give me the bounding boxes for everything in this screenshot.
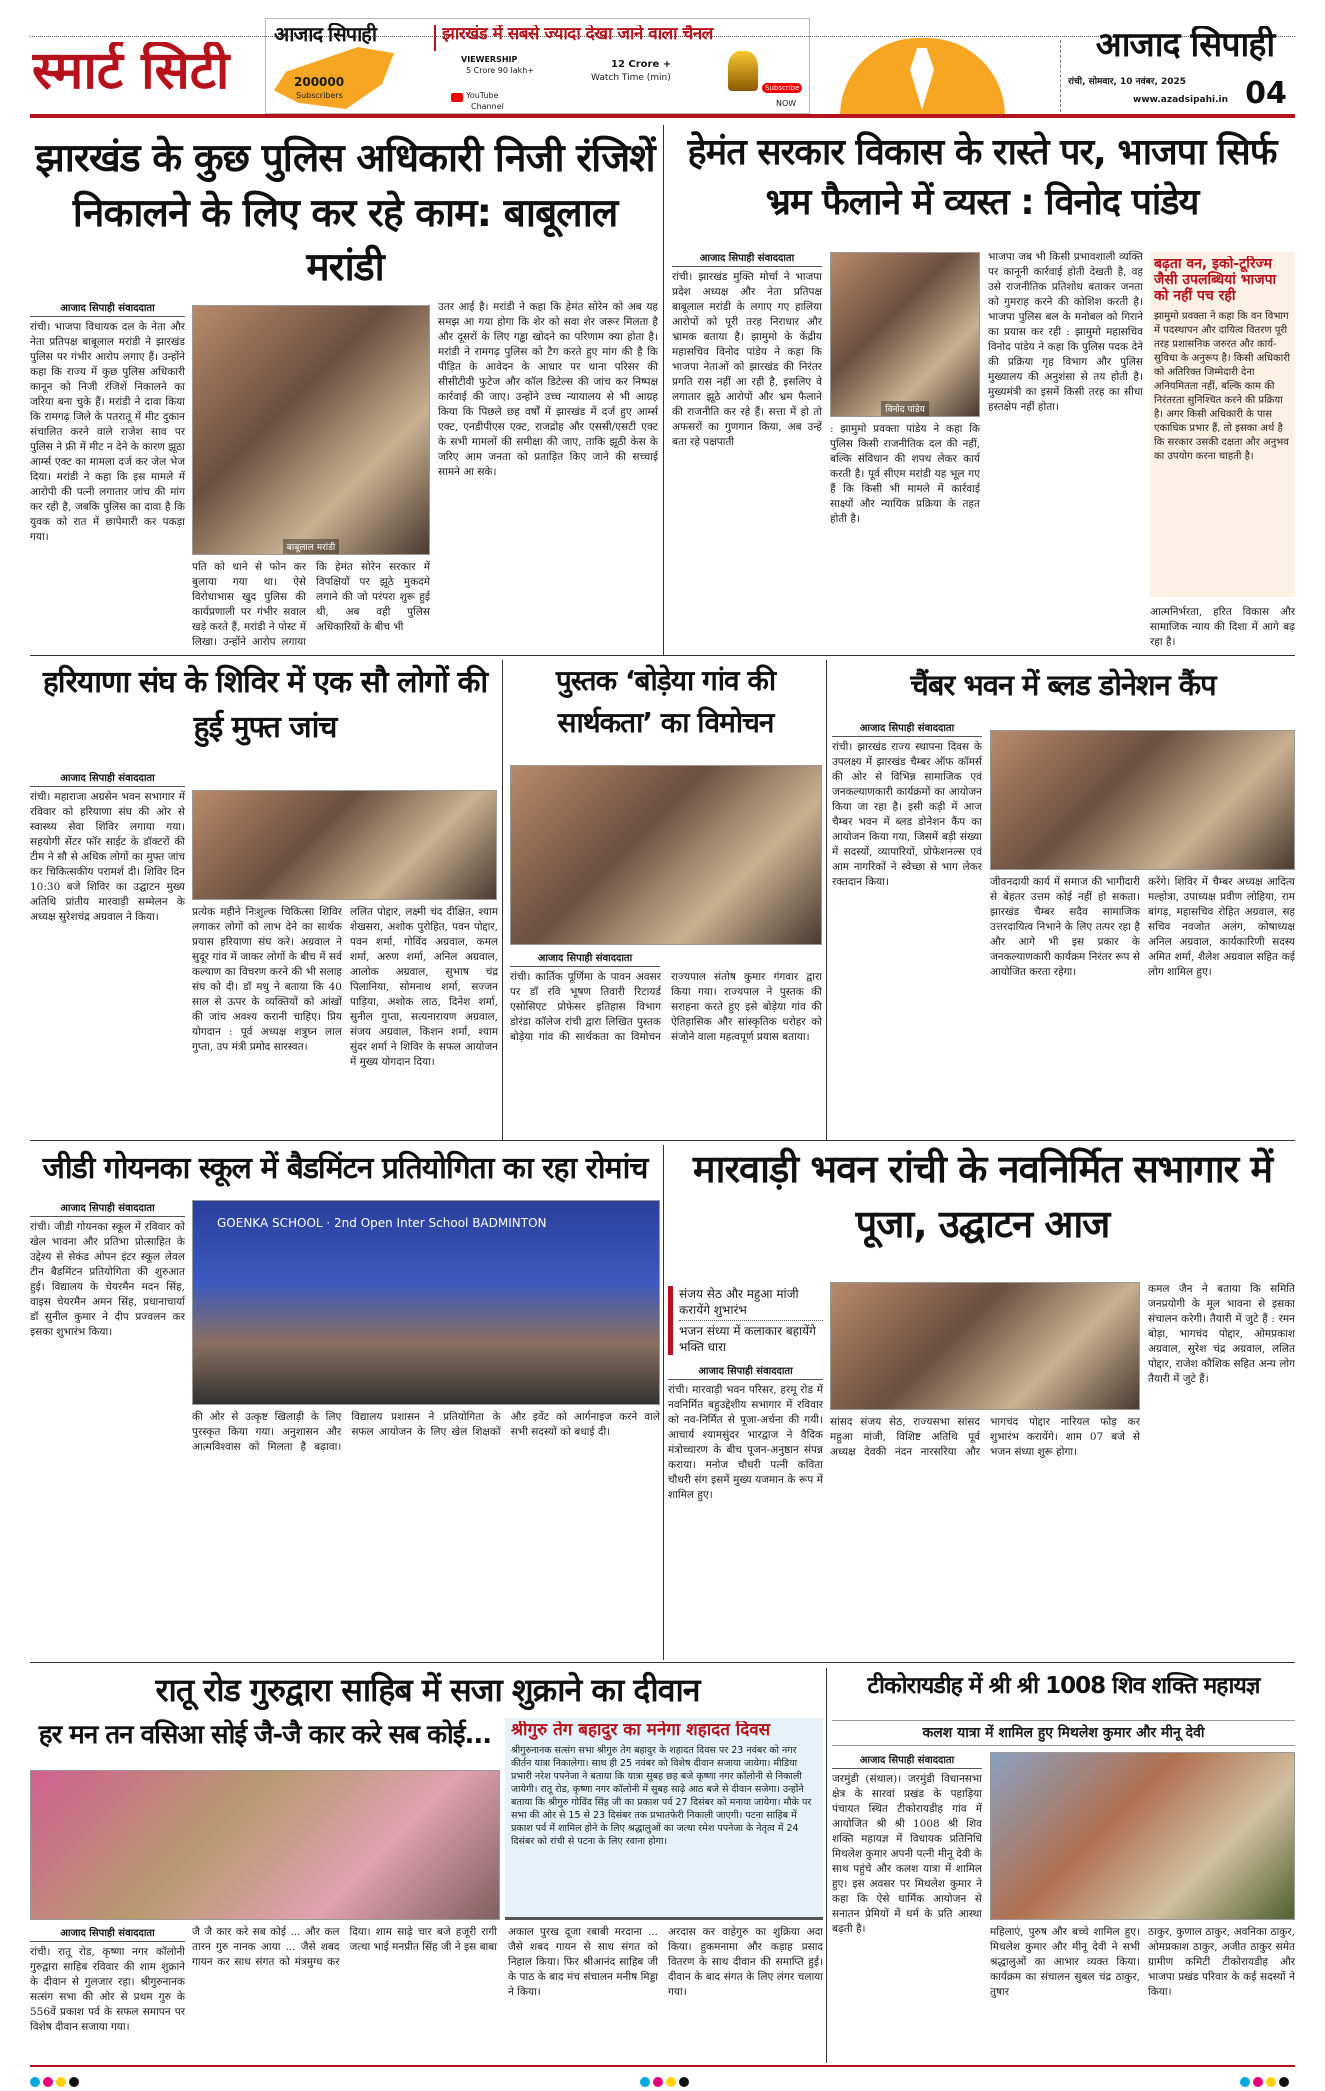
section-title: स्मार्ट सिटी — [32, 42, 230, 101]
color-dot — [640, 2077, 650, 2087]
registration-marks — [1240, 2072, 1292, 2091]
article-text: महिलाएं, पुरुष और बच्चे शामिल हुए। मिथलेश कुमार और मीनू देवी ने सभी श्रद्धालुओं का आभार व्यक्त किया। कार्यक्रम का संचालन सुबल चंद्र ठाकुर, तुषार — [990, 1926, 1140, 1998]
photo-babulal-marandi — [192, 305, 430, 555]
byline: आजाद सिपाही संवाददाता — [668, 1363, 823, 1380]
subscribe-button[interactable]: Subscribe — [762, 83, 802, 93]
article-text: रांची। जीडी गोयनका स्कूल में रविवार को खेल भावना और प्रतिभा प्रोत्साहित के उद्देश्य से सेकंड ओपन इंटर स्कूल लेवल टीन बैडमिंटन प्रतियोगिता की शुरुआत हुई। विद्यालय के चेयरमैन मदन सिंह, वाइस चेयरमैन अमन सिंह, प्रधानाचार्या डॉ सुनील कुमार ने दीप प्रज्वलन कर इसका शुभारंभ किया। — [30, 1221, 185, 1338]
photo-banner: GOENKA SCHOOL · 2nd Open Inter School BADMINTON — [217, 1216, 547, 1230]
photo-badminton — [192, 1200, 660, 1405]
sidebar-box — [1150, 252, 1295, 597]
article-text: रांची। झारखंड राज्य स्थापना दिवस के उपलक्ष्य में झारखंड चैम्बर ऑफ कॉमर्स की ओर से विभिन्न सामाजिक एवं जनकल्याणकारी कार्यक्रमों का आयोजन किया जा रहा है। इसी कड़ी में आज चैम्बर भवन में ब्लड डोनेशन कैंप का आयोजन किया गया, जिसमें बड़ी संख्या में सदस्यों, व्यापारियों, प्रोफेशनल्स एवं आम नागरिकों ने स्वेच्छा से भाग लेकर रक्तदान किया। — [832, 741, 982, 888]
highlight-box — [668, 1286, 823, 1355]
ad-viewership-label: VIEWERSHIP — [461, 55, 518, 64]
article-text: रांची। भाजपा विधायक दल के नेता और नेता प्रतिपक्ष बाबूलाल मरांडी ने झारखंड पुलिस पर गंभीर आरोप लगाए हैं। उन्होंने कहा कि राज्य में कुछ पुलिस अधिकारी कानून को निजी रंजिशें निकालने का जरिया बना चुके हैं। मरांडी ने दावा किया कि रामगढ़ जिले के पतरातू में मीट दुकान संचालित करने वाले राजेश साव पर पुलिस ने फ्री में मीट न देने के कारण झूठा आर्म्स एक्ट का मामला दर्ज कर जेल भेज दिया। मरांडी ने कहा कि इस मामले में आरोपी की पत्नी लगातार जांच की मांग कर रही है, जबकि पुलिस का दावा है कि युवक को रात में छापेमारी कर पकड़ा गया। — [30, 321, 185, 543]
article-text: रांची। झारखंड मुक्ति मोर्चा ने भाजपा प्रदेश अध्यक्ष और नेता प्रतिपक्ष बाबूलाल मरांडी के लगाए गए हालिया आरोपों को पूरी तरह निराधार और भ्रामक बताया है। झामुमो के केंद्रीय महासचिव विनोद पांडेय ने कहा कि भाजपा नेताओं को झारखंड की निरंतर प्रगति रास नहीं आ रही है, इसलिए वे लगातार झूठे आरोपों और भ्रम फैलाने की राजनीति कर रहे हैं। सत्ता में हो तो अफसरों का गुणगान किया, अब उन्हें बता रहे पक्षपाती — [672, 271, 822, 448]
headline-gurudwara-sub: हर मन तन वसिआ सोई जै-जै कार करे सब कोई... — [38, 1720, 492, 1750]
photo-health-camp — [192, 790, 497, 900]
ad-watch-time: 12 Crore + — [611, 59, 672, 70]
youtube-icon — [451, 93, 463, 102]
ad-watch-time-label: Watch Time (min) — [591, 73, 671, 83]
color-dot — [679, 2077, 689, 2087]
sidebar-title: बढ़ता वन, इको-टूरिज्म जैसी उपलब्धियां भाजपा को नहीं पच रही — [1154, 256, 1277, 305]
headline-marandi: झारखंड के कुछ पुलिस अधिकारी निजी रंजिशें निकालने के लिए कर रहे काम: बाबूलाल मरांडी — [35, 136, 655, 291]
article-text: प्रत्येक महीने निःशुल्क चिकित्सा शिविर लगाकर लोगों को लाभ देने का सार्थक प्रयास हरियाणा संघ करे। अग्रवाल ने सुदूर गांव में जाकर लोगों के बीच में सर्व कल्याण का विचरण करने की भी सलाह संघ को दी। डॉ मधु ने बताया कि 40 साल से ऊपर के व्यक्तियों को आंखों की जांच अवश्य करानी चाहिए। प्रिय योगदान : पूर्व अध्यक्ष शत्रुघ्न लाल गुप्ता, उप मंत्री प्रमोद सारस्वत। — [192, 906, 342, 1053]
ad-subscribers-label: Subscribers — [296, 91, 343, 100]
article-text: अरदास कर वाहेगुरु का शुक्रिया अदा किया। हुकमनामा और कड़ाह प्रसाद वितरण के साथ दीवान की समाप्ति हुई। दीवान के बाद संगत के लिए लंगर चलाया गया। — [668, 1926, 823, 1998]
color-dot — [1253, 2077, 1263, 2087]
subhead: कलश यात्रा में शामिल हुए मिथलेश कुमार और मीनू देवी — [832, 1720, 1295, 1746]
color-dot — [653, 2077, 663, 2087]
photo-marwari-puja — [830, 1282, 1140, 1410]
article-text: जीवनदायी कार्य में समाज की भागीदारी से बेहतर उत्तम कोई नहीं हो सकता। झारखंड चैम्बर सदैव सामाजिक उत्तरदायित्व निभाने के लिए तत्पर रहा है और आगे भी इस प्रकार के जनकल्याणकारी कार्यक्रम निरंतर रूप से आयोजित करता रहेगा। — [990, 876, 1140, 978]
color-dot — [30, 2077, 40, 2087]
headline-book-release: पुस्तक ‘बोड़ेया गांव की सार्थकता’ का विमोचन — [555, 664, 776, 739]
color-dot — [1240, 2077, 1250, 2087]
article-text: जरमुंडी (संथाल)। जरमुंडी विधानसभा क्षेत्र के सारवां प्रखंड के पहाड़िया पंचायत स्थित टीकोरायडीह गांव में आयोजित श्री श्री 1008 श्री शिव शक्ति महायज्ञ में विधायक प्रतिनिधि मिथलेश कुमार अपनी पत्नी मीनू देवी के साथ पहुंचे और कलश यात्रा में शामिल हुए। इस अवसर पर मिथलेश कुमार ने कहा कि ऐसे धार्मिक आयोजन से सनातन प्रेमियों में धर्म के प्रति आस्था बढ़ती है। — [832, 1773, 982, 1935]
photo-vinod-pandey — [830, 252, 980, 417]
ad-brand: आजाद सिपाही — [274, 23, 377, 46]
sidebar-text: झामुमो प्रवक्ता ने कहा कि वन विभाग में पदस्थापन और दायित्व वितरण पूरी तरह प्रशासनिक जरुरत और कार्य-सुविधा के अनुरूप है। किसी अधिकारी को अतिरिक्त जिम्मेदारी देना अनियमितता नहीं, बल्कि काम की निरंतरता सुनिश्चित करने की प्रक्रिया है। अगर किसी अधिकारी के पास एकाधिक प्रभार हैं, तो इसका अर्थ है कि सरकार उसकी दक्षता और अनुभव का उपयोग करना चाहती है। — [1154, 311, 1290, 463]
photo-caption: : झामुमो प्रवक्ता पांडेय ने कहा कि पुलिस किसी राजनीतिक दल की नहीं, बल्कि संविधान की शपथ लेकर कार्य करती है। पूर्व सीएम मरांडी यह भूल गए हैं कि किसी भी मामले में कार्रवाई साक्ष्यों और न्यायिक प्रक्रिया के तहत होती है। — [830, 423, 980, 525]
article-text: कमल जैन ने बताया कि समिति जनप्रयोगी के मूल भावना से इसका संचालन करेगी। तैयारी में जुटे हैं : रमन बोड़ा, भागचंद पोद्दार, ओमप्रकाश अग्रवाल, सुरेश चंद्र अग्रवाल, ललित पोद्दार, राजेश कौशिक सहित अन्य लोग तैयारी में जुटे हैं। — [1148, 1283, 1295, 1385]
pen-nib-logo — [840, 38, 1005, 116]
byline: आजाद सिपाही संवाददाता — [30, 1925, 185, 1942]
headline-vinod-pandey: हेमंत सरकार विकास के रास्ते पर, भाजपा सिर्फ भ्रम फैलाने में व्यस्त : विनोद पांडेय — [687, 132, 1277, 224]
ad-viewership: 5 Crore 90 lakh+ — [466, 66, 535, 75]
notice-text: श्रीगुरुनानक सत्संग सभा श्रीगुरु तेग बहादुर के शहादत दिवस पर 23 नवंबर को नगर कीर्तन यात्रा निकालेगा। साथ ही 25 नवंबर को विशेष दीवान सजाया जायेगा। मीडिया प्रभारी नरेश पपनेजा ने बताया कि यात्रा सुबह छह बजे कृष्णा नगर कॉलोनी से निकाली जायेगी। रातू रोड, कृष्णा नगर कॉलोनी में सुबह साढ़े आठ बजे से दीवान सजेगा। उन्होंने बताया कि श्रीगुरु गोविंद सिंह जी का प्रकाश पर्व 27 दिसंबर को मनाया जायेगा। मौके पर सभा की ओर से 15 से 23 दिसंबर तक प्रभातफेरी निकाली जाएगी। पटना साहिब में प्रकाश पर्व में शामिल होने के लिए श्रद्धालुओं का जत्था रमेश पपनेजा के नेतृत्व में 24 दिसंबर को रांची से पटना के लिए रवाना होगा। — [511, 1744, 812, 1847]
dateline: रांची, सोमवार, 10 नवंबर, 2025 — [1068, 77, 1187, 87]
photo-kalash-yatra — [990, 1752, 1295, 1920]
photo-book-release — [510, 765, 822, 945]
highlight-item: संजय सेठ और महुआ मांजी करायेंगे शुभारंभ — [679, 1286, 823, 1321]
color-dot — [69, 2077, 79, 2087]
masthead: आजाद सिपाही — [1095, 26, 1275, 65]
article-text: रांची। मारवाड़ी भवन परिसर, हरमू रोड में नवनिर्मित बहुउद्देशीय सभागार में रविवार को नव-निर्मित से पूजा-अर्चना की गयी। आचार्य श्यामसुंदर भारद्वाज ने वैदिक मंत्रोच्चारण के बीच पूजन-अनुष्ठान संपन्न कराया। मनोज चौधरी पत्नी कविता चौधरी संग इसमें मुख्य यजमान के रूप में शामिल हुए। — [668, 1384, 823, 1501]
notice-box — [505, 1718, 823, 1920]
article-text: अकाल पुरख दूजा रबाबी मरदाना ... जैसे शबद गायन से साध संगत को निहाल किया। फिर श्रीआनंद साहिब जी के पाठ के बाद मंच संचालन मनीष मिड्डा ने किया। — [508, 1926, 658, 1998]
headline-marwari-bhawan: मारवाड़ी भवन रांची के नवनिर्मित सभागार में पूजा, उद्घाटन आज — [692, 1147, 1273, 1247]
byline: आजाद सिपाही संवाददाता — [30, 1200, 185, 1217]
headline-gurudwara: रातू रोड गुरुद्वारा साहिब में सजा शुक्राने का दीवान — [155, 1671, 700, 1709]
headline-shiv-shakti-yagya: टीकोरायडीह में श्री श्री 1008 शिव शक्ति महायज्ञ — [867, 1673, 1260, 1699]
byline: आजाद सिपाही संवाददाता — [672, 250, 822, 267]
trophy-icon — [728, 51, 758, 91]
byline: आजाद सिपाही संवाददाता — [30, 770, 185, 787]
color-dot — [666, 2077, 676, 2087]
ad-now: NOW — [776, 99, 797, 108]
color-dot — [43, 2077, 53, 2087]
headline-haryana-sangh: हरियाणा संघ के शिविर में एक सौ लोगों की हुई मुफ्त जांच — [42, 665, 488, 745]
headline-blood-donation: चैंबर भवन में ब्लड डोनेशन कैंप — [910, 668, 1216, 702]
article-text: ठाकुर, कुणाल ठाकुर, अवनिका ठाकुर, ओमप्रकाश ठाकुर, अजीत ठाकुर समेत ग्रामीण कमिटी टीकोरायडीह और भाजपा प्रखंड परिवार के कई सदस्यों ने किया। — [1148, 1926, 1295, 1998]
photo-caption: विनोद पांडेय — [881, 401, 929, 416]
color-dot — [1279, 2077, 1289, 2087]
article-text: आत्मनिर्भरता, हरित विकास और सामाजिक न्याय की दिशा में आगे बढ़ रहा है। — [1150, 606, 1295, 648]
byline: आजाद सिपाही संवाददाता — [832, 720, 982, 737]
article-text: की ओर से उत्कृष्ट खिलाड़ी के लिए पुरस्कृत किया गया। अनुशासन और आत्मविश्वास को मिलता है बढ़ावा। विद्यालय प्रशासन ने प्रतियोगिता के सफल आयोजन के लिए खेल शिक्षकों और इवेंट को आर्गनाइज करने वाले सभी सदस्यों को बधाई दी। — [192, 1411, 660, 1453]
ad-channel: Channel — [471, 102, 504, 111]
article-text: पति को थाने से फोन कर बुलाया गया था। ऐसे विरोधाभास खुद पुलिस की कार्यप्रणाली पर गंभीर सवाल खड़े करते हैं, मरांडी ने पोस्ट में लिखा। उन्होंने आरोप लगाया कि हेमंत सोरेन सरकार में विपक्षियों पर झूठे मुकदमे लगाने की जो परंपरा शुरू हुई थी, अब वही पुलिस अधिकारियों के बीच भी — [192, 561, 430, 648]
headline-badminton: जीडी गोयनका स्कूल में बैडमिंटन प्रतियोगिता का रहा रोमांच — [42, 1151, 648, 1186]
article-text: सांसद संजय सेठ, राज्यसभा सांसद महुआ मांजी, विशिष्ट अतिथि पूर्व अध्यक्ष देवकी नंदन नारसरिया और भागचंद पोद्दार नारियल फोड़ कर शुभारंभ करायेंगे। शाम 07 बजे से भजन संध्या शुरू होगा। — [830, 1416, 1140, 1458]
registration-marks — [30, 2072, 82, 2091]
notice-title: श्रीगुरु तेग बहादुर का मनेगा शहादत दिवस — [511, 1721, 771, 1740]
article-text: रांची। रातू रोड, कृष्णा नगर कॉलोनी गुरुद्वारा साहिब रविवार की शाम शुक्राने के दीवान से गुलजार रहा। श्रीगुरुनानक सत्संग सभा की ओर से प्रथम गुरु के 556वें प्रकाश पर्व के सफल समापन पर विशेष दीवान सजाया गया। — [30, 1946, 185, 2033]
article-text: ललित पोद्दार, लक्ष्मी चंद दीक्षित, श्याम शेखसरा, अशोक पुरोहित, पवन पोद्दार, पवन शर्मा, गोविंद अग्रवाल, कमल शर्मा, अरुण शर्मा, अनिल अग्रवाल, आलोक अग्रवाल, सुभाष चंद्र पिलानिया, सोमनाथ शर्मा, सज्जन पाड़िया, अशोक लाठ, दिनेश शर्मा, सुनील गुप्ता, सत्यनारायण अग्रवाल, संजय अग्रवाल, किशन शर्मा, श्याम सुंदर शर्मा ने शिविर के सफल आयोजन में मुख्य योगदान दिया। — [350, 906, 498, 1068]
article-text: उतर आई है। मरांडी ने कहा कि हेमंत सोरेन को अब यह समझ आ गया होगा कि शेर को सवा शेर जरूर मिलता है और दूसरों के लिए गड्ढा खोदने का परिणाम क्या होता है। मरांडी ने रामगढ़ पुलिस को टैग करते हुए मांग की है कि पीड़ित के आवेदन के आधार पर थाना परिसर की सीसीटीवी फुटेज और कॉल डिटेल्स की जांच कर निष्पक्ष कार्रवाई की जाए। उन्होंने उच्च न्यायालय से भी आग्रह किया कि पिछले छह वर्षों में झारखंड में दर्ज हुए आर्म्स एक्ट, एनडीपीएस एक्ट, राजद्रोह और एससी/एसटी एक्ट के सभी मामलों की समीक्षा की जाए, ताकि झूठी केस के जरिए आम जनता को प्रताड़ित किए जाने की सच्चाई सामने आ सके। — [438, 301, 658, 478]
color-dot — [1266, 2077, 1276, 2087]
color-dot — [56, 2077, 66, 2087]
article-text: रांची। कार्तिक पूर्णिमा के पावन अवसर पर डॉ रवि भूषण तिवारी रिटायर्ड एसोसिएट प्रोफेसर इतिहास विभाग डोरंडा कॉलेज रांची द्वारा लिखित पुस्तक बोड़ेया गांव की सार्थकता का विमोचन राज्यपाल संतोष कुमार गंगवार द्वारा किया गया। राज्यपाल ने पुस्तक की सराहना करते हुए इसे बोड़ेया गांव की ऐतिहासिक और सांस्कृतिक धरोहर को संजोने वाला महत्वपूर्ण प्रयास बताया। — [510, 971, 822, 1043]
article-text: करेंगे। शिविर में चैम्बर अध्यक्ष आदित्य मल्होत्रा, उपाध्यक्ष प्रवीण लोहिया, राम बांगड़, महासचिव रोहित अग्रवाल, सह सचिव नवजोत अलंग, कोषाध्यक्ष अनिल अग्रवाल, कार्यकारिणी सदस्य अमित शर्मा, शैलेश अग्रवाल सहित कई लोग शामिल हुए। — [1148, 876, 1295, 978]
byline: आजाद सिपाही संवाददाता — [832, 1752, 982, 1769]
article-text: भाजपा जब भी किसी प्रभावशाली व्यक्ति पर कानूनी कार्रवाई होती देखती है, वह उसे राजनीतिक प्रतिशोध बताकर जनता को गुमराह करने की कोशिश करती है। भाजपा पुलिस बल के मनोबल को गिराने का प्रयास कर रही : झामुमो महासचिव विनोद पांडेय ने कहा कि पुलिस पदक देने की प्रक्रिया गृह विभाग और पुलिस मुख्यालय की अनुशंसा से तय होती है। मुख्यमंत्री का इसमें किसी तरह का सीधा हस्तक्षेप नहीं होता। — [988, 251, 1143, 413]
byline: आजाद सिपाही संवाददाता — [30, 300, 185, 317]
youtube-ad-banner[interactable] — [265, 18, 810, 114]
byline: आजाद सिपाही संवाददाता — [510, 950, 660, 967]
page-number: 04 — [1245, 76, 1287, 111]
ad-subscribers: 200000 — [294, 75, 345, 89]
ad-tagline: झारखंड में सबसे ज्यादा देखा जाने वाला चैनल — [442, 25, 713, 44]
photo-gurudwara — [30, 1770, 500, 1920]
photo-blood-donation — [990, 730, 1295, 870]
highlight-item: भजन संध्या में कलाकार बहायेंगे भक्ति धारा — [679, 1324, 816, 1354]
ad-youtube: YouTube — [466, 91, 499, 100]
photo-caption: बाबूलाल मरांडी — [283, 539, 340, 554]
website: www.azadsipahi.in — [1133, 95, 1228, 105]
registration-marks — [640, 2072, 692, 2091]
article-text: रांची। महाराजा अग्रसेन भवन सभागार में रविवार को हरियाणा संघ की ओर से स्वास्थ्य सेवा शिविर लगाया गया। सहयोगी सेंटर फॉर साईट के डॉक्टरों की टीम ने सौ से अधिक लोगों का मुफ्त जांच कर चिकित्सकीय परामर्श दी। शिविर दिन 10:30 बजे शिविर का उद्घाटन मुख्य अतिथि प्रांतीय मारवाड़ी सम्मेलन के अध्यक्ष सुरेशचंद्र अग्रवाल ने किया। — [30, 791, 185, 923]
article-text: जै जै कार करे सब कोई ... और कल तारन गुरु नानक आया ... जैसे शबद गायन कर साध संगत को मंत्रमुग्ध कर दिया। शाम साढ़े चार बजे हजूरी रागी जत्था भाई मनप्रीत सिंह जी ने इस बाबा — [192, 1926, 497, 1968]
